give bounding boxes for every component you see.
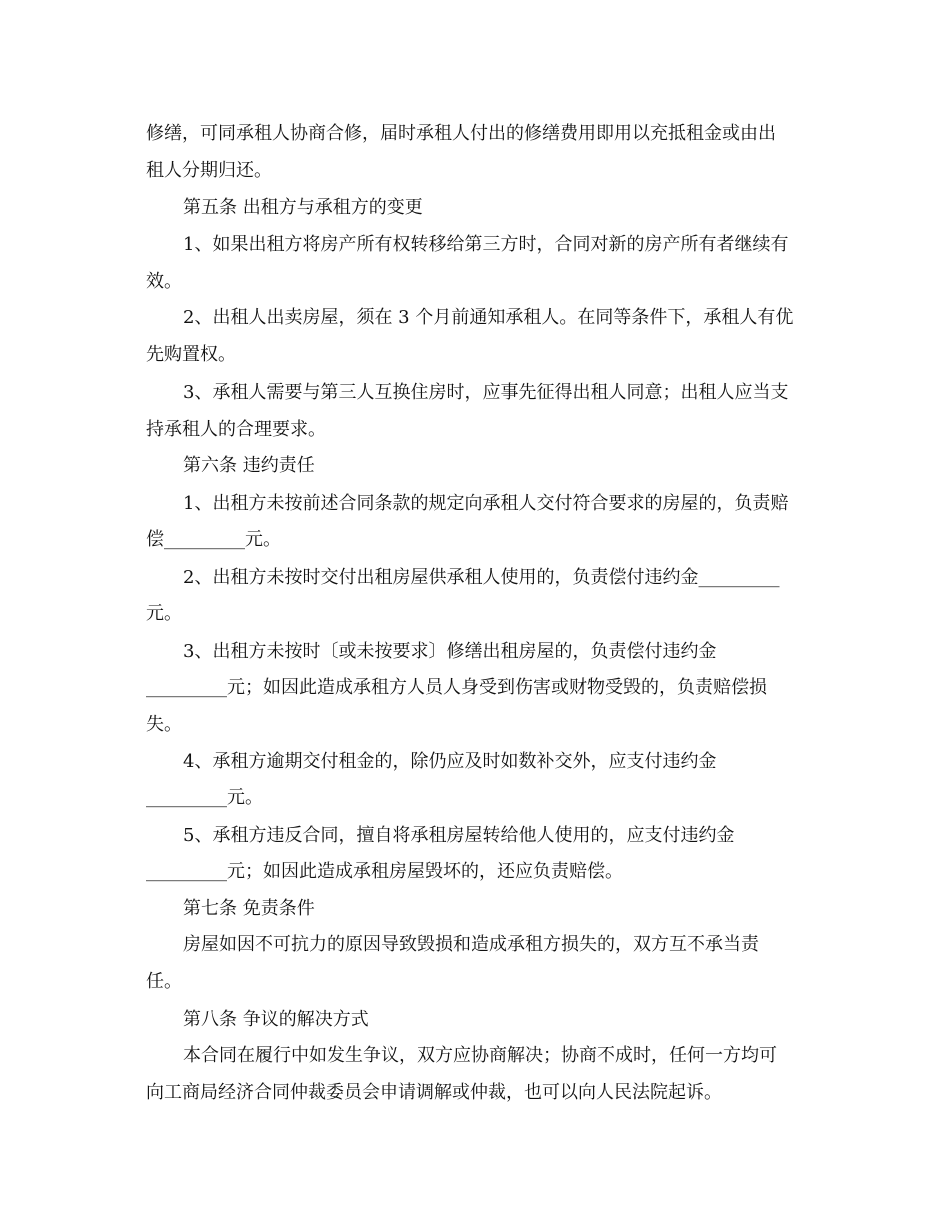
text-line: 本合同在履行中如发生争议，双方应协商解决；协商不成时，任何一方均可 xyxy=(183,1045,777,1066)
text-line: 4、承租方逾期交付租金的，除仍应及时如数补交外，应支付违约金 xyxy=(183,751,717,772)
text-line: 效。 xyxy=(146,271,182,292)
section-heading-6: 第六条 违约责任 xyxy=(183,455,315,476)
text-line: _________元；如因此造成承租房屋毁坏的，还应负责赔偿。 xyxy=(146,861,623,882)
text-line: 向工商局经济合同仲裁委员会申请调解或仲裁，也可以向人民法院起诉。 xyxy=(146,1082,722,1103)
text-line: 元。 xyxy=(146,603,182,624)
text-line: 1、出租方未按前述合同条款的规定向承租人交付符合要求的房屋的，负责赔 xyxy=(183,493,789,514)
text-line: 持承租人的合理要求。 xyxy=(146,419,326,440)
section-heading-8: 第八条 争议的解决方式 xyxy=(183,1009,369,1030)
text-line: 3、出租方未按时〔或未按要求〕修缮出租房屋的，负责偿付违约金 xyxy=(183,641,717,662)
text-line: _________元；如因此造成承租方人员人身受到伤害或财物受毁的，负责赔偿损 xyxy=(146,677,767,698)
text-line: 失。 xyxy=(146,714,182,735)
section-heading-7: 第七条 免责条件 xyxy=(183,898,315,919)
section-heading-5: 第五条 出租方与承租方的变更 xyxy=(183,197,423,218)
text-line: 2、出租方未按时交付出租房屋供承租人使用的，负责偿付违约金_________ xyxy=(183,567,780,588)
text-line: 租人分期归还。 xyxy=(146,160,272,181)
text-line: 5、承租方违反合同，擅自将承租房屋转给他人使用的，应支付违约金 xyxy=(183,825,735,846)
text-line: 1、如果出租方将房产所有权转移给第三方时，合同对新的房产所有者继续有 xyxy=(183,234,789,255)
text-line: _________元。 xyxy=(146,787,263,808)
text-line: 2、出租人出卖房屋，须在 3 个月前通知承租人。在同等条件下，承租人有优 xyxy=(183,307,794,328)
text-line: 修缮，可同承租人协商合修，届时承租人付出的修缮费用即用以充抵租金或由出 xyxy=(146,123,776,144)
text-line: 房屋如因不可抗力的原因导致毁损和造成承租方损失的，双方互不承当责 xyxy=(183,934,759,955)
text-line: 3、承租人需要与第三人互换住房时，应事先征得出租人同意；出租人应当支 xyxy=(183,382,789,403)
text-line: 偿_________元。 xyxy=(146,529,281,550)
text-line: 任。 xyxy=(146,971,182,992)
text-line: 先购置权。 xyxy=(146,344,236,365)
